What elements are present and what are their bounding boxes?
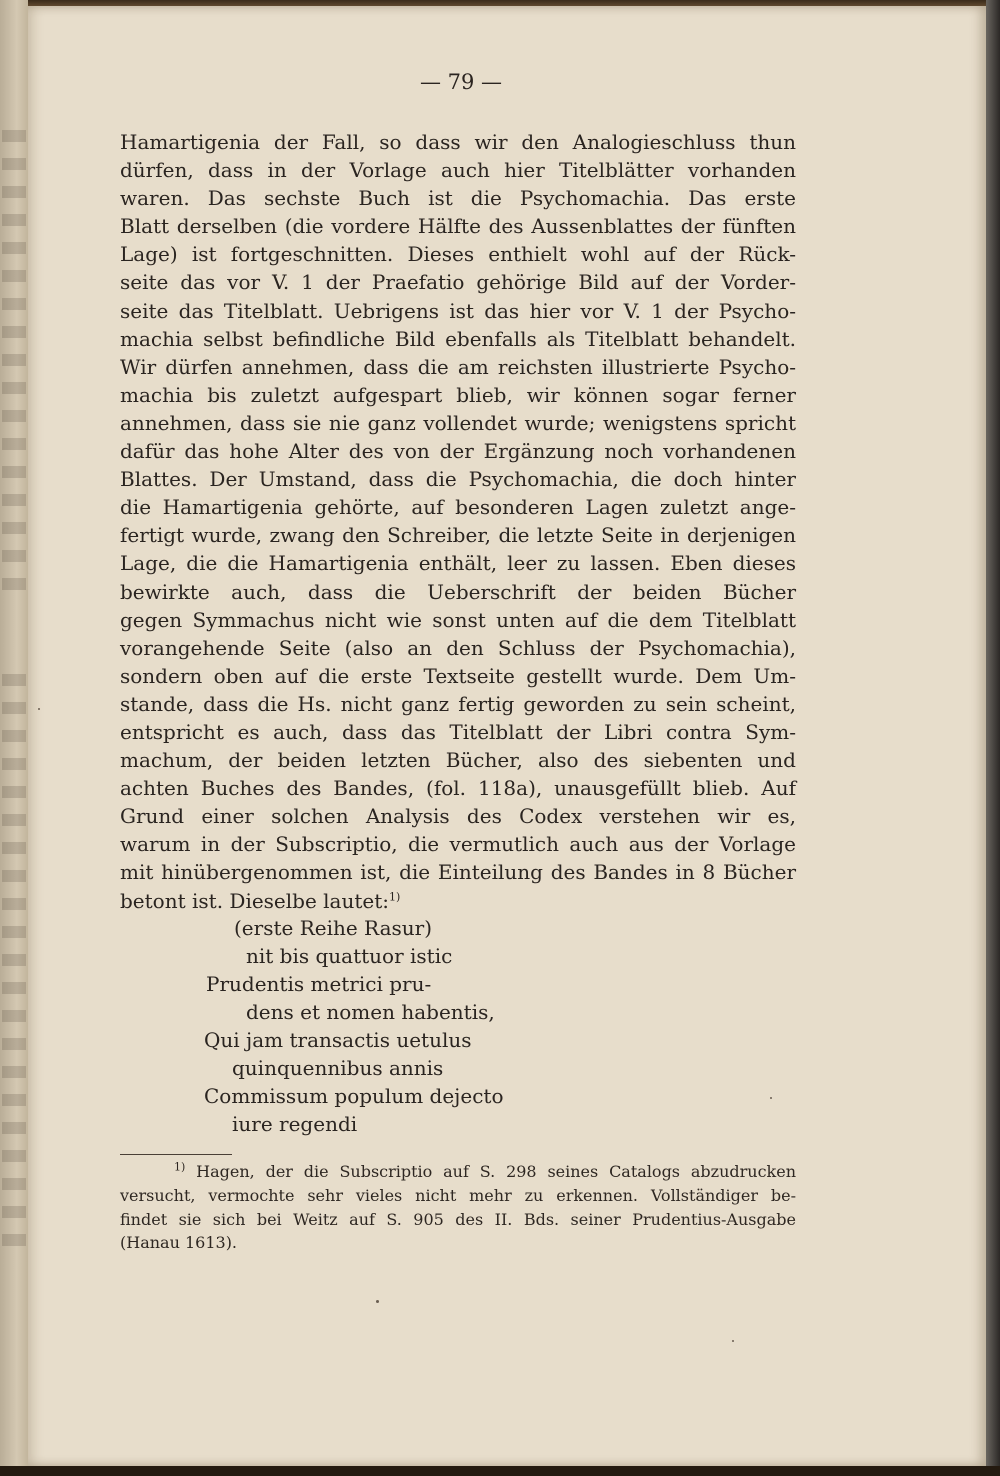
footnote-rule: [120, 1154, 232, 1155]
text-line: Blatt derselben (die vordere Hälfte des Aussenblattes der fünften: [120, 214, 796, 239]
text-line: Lage) ist fortgeschnitten. Dieses enthielt wohl auf der Rück-: [120, 242, 796, 267]
verse-line: iure regendi: [232, 1112, 358, 1136]
text-line: entspricht es auch, dass das Titelblatt der Libri contra Sym-: [120, 719, 796, 744]
footnote-line: versucht, vermochte sehr vieles nicht mehr zu erkennen. Vollständiger be-: [120, 1185, 796, 1205]
verse-line: Qui jam transactis uetulus: [204, 1028, 472, 1052]
text-line: machum, der beiden letzten Bücher, also des siebenten und: [120, 748, 796, 773]
book-bottom-edge: [0, 1466, 1000, 1476]
paper-speck: [770, 1097, 772, 1099]
text-line: fertigt wurde, zwang den Schreiber, die letzte Seite in derjenigen: [120, 523, 796, 548]
text-line: seite das vor V. 1 der Praefatio gehörige Bild auf der Vorder-: [120, 270, 796, 295]
verse-line: dens et nomen habentis,: [246, 1000, 495, 1024]
text-line: bewirkte auch, dass die Ueberschrift der beiden Bücher: [120, 579, 796, 604]
footnote-mark: 1): [174, 1160, 186, 1174]
text-line: annehmen, dass sie nie ganz vollendet wurde; wenigstens spricht: [120, 410, 796, 435]
text-line: die Hamartigenia gehörte, auf besonderen Lagen zuletzt ange-: [120, 495, 796, 520]
text-line: mit hinübergenommen ist, die Einteilung des Bandes in 8 Bücher: [120, 860, 796, 885]
footnote-reference: 1): [389, 889, 401, 903]
text-line: seite das Titelblatt. Uebrigens ist das hier vor V. 1 der Psycho-: [120, 298, 796, 323]
verse-line: Commissum populum dejecto: [204, 1084, 504, 1108]
text-line: Wir dürfen annehmen, dass die am reichsten illustrierte Psycho-: [120, 354, 796, 379]
text-line-last: [120, 887, 796, 915]
footnote-line: $^{1)}$ Hagen, der die Subscriptio auf S. 298 seines Catalogs abzudrucken: [174, 1160, 796, 1181]
text-line: dafür das hohe Alter des von der Ergänzung noch vorhandenen: [120, 439, 796, 464]
text-line: achten Buches des Bandes, (fol. 118a), unausgefüllt blieb. Auf: [120, 776, 796, 801]
last-line-text: betont ist. Dieselbe lautet:: [120, 888, 390, 913]
verse-line: (erste Reihe Rasur): [234, 916, 433, 940]
text-line: sondern oben auf die erste Textseite gestellt wurde. Dem Um-: [120, 663, 796, 688]
text-line: Lage, die die Hamartigenia enthält, leer zu lassen. Eben dieses: [120, 551, 796, 576]
text-line: machia selbst befindliche Bild ebenfalls als Titelblatt behandelt.: [120, 326, 796, 351]
text-line: dürfen, dass in der Vorlage auch hier Titelblätter vorhanden: [120, 158, 796, 183]
facing-page-edge: [0, 0, 28, 1476]
text-line: Hamartigenia der Fall, so dass wir den Analogieschluss thun: [120, 130, 796, 154]
footnote: [120, 1160, 796, 1255]
book-right-edge: [986, 0, 1000, 1476]
body-text: [120, 128, 796, 915]
text-line: warum in der Subscriptio, die vermutlich auch aus der Vorlage: [120, 832, 796, 857]
text-line: machia bis zuletzt aufgespart blieb, wir können sogar ferner: [120, 382, 796, 407]
footnote-line: (Hanau 1613).: [120, 1233, 238, 1253]
paper-speck: [376, 1300, 379, 1303]
text-line: Blattes. Der Umstand, dass die Psychomachia, die doch hinter: [120, 467, 796, 492]
verse-line: quinquennibus annis: [232, 1056, 444, 1080]
verse-line: nit bis quattuor istic: [246, 944, 453, 968]
text-line: stande, dass die Hs. nicht ganz fertig geworden zu sein scheint,: [120, 691, 796, 716]
text-line: vorangehende Seite (also an den Schluss der Psychomachia),: [120, 635, 796, 660]
verse-line: Prudentis metrici pru-: [206, 972, 432, 996]
footnote-line: findet sie sich bei Weitz auf S. 905 des II. Bds. seiner Prudentius-Ausgabe: [120, 1209, 796, 1229]
paper-speck: [732, 1340, 734, 1342]
paper-speck: [38, 708, 40, 710]
text-line: Grund einer solchen Analysis des Codex verstehen wir es,: [120, 804, 796, 829]
text-line: waren. Das sechste Buch ist die Psychomachia. Das erste: [120, 186, 796, 211]
text-line: gegen Symmachus nicht wie sonst unten auf die dem Titelblatt: [120, 607, 796, 632]
page-number: — 79 —: [419, 70, 503, 94]
